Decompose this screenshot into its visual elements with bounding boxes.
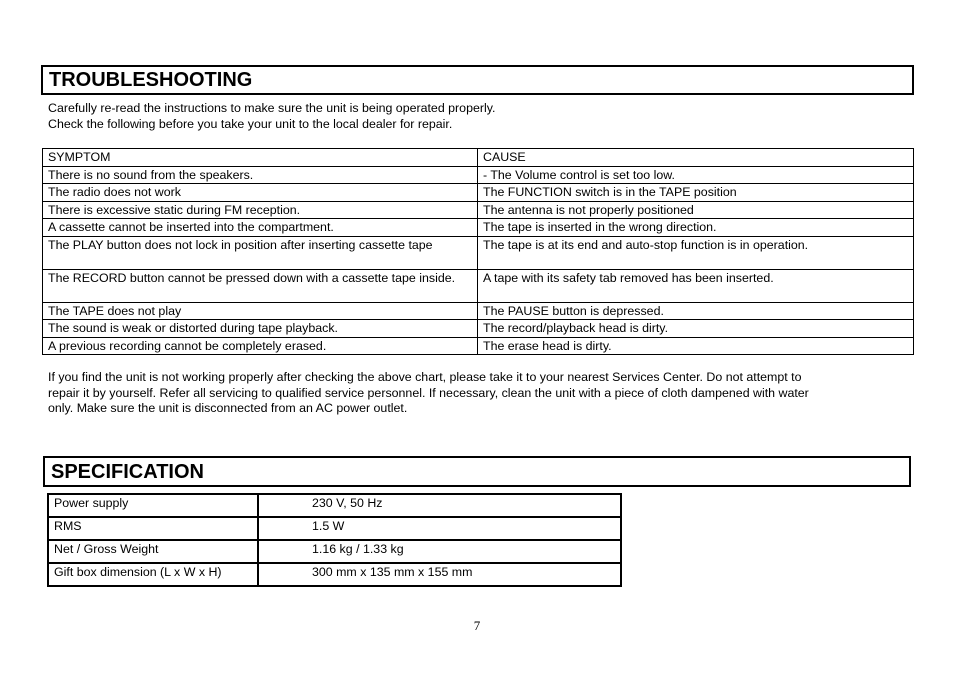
cause-cell: The FUNCTION switch is in the TAPE position [478,184,914,202]
table-row [43,166,914,184]
symptom-cell: The PLAY button does not lock in position after inserting cassette tape [43,236,478,269]
closing-line: If you find the unit is not working properly after checking the above chart, please take it to your nearest Services Center. Do not attempt to [48,370,802,384]
spec-row [48,517,621,540]
table-row [43,184,914,202]
closing-line: repair it by yourself. Refer all servicing to qualified service personnel. If necessary, clean the unit with a piece of cloth dampened with water [48,385,809,400]
table-row [43,320,914,338]
troubleshooting-title: TROUBLESHOOTING [49,69,253,91]
specification-table [47,493,622,587]
page-number: 7 [473,618,481,633]
specification-heading [43,456,911,487]
spec-value: 1.5 W [312,519,345,533]
spec-label: Power supply [54,496,129,510]
table-row [43,236,914,269]
symptom-cell: A previous recording cannot be completely erased. [43,337,478,355]
troubleshooting-table [42,148,914,355]
table-header-row [43,149,914,167]
spec-value: 1.16 kg / 1.33 kg [312,542,404,556]
spec-value: 300 mm x 135 mm x 155 mm [312,565,473,579]
symptom-cell: The radio does not work [43,184,478,202]
symptom-cell: A cassette cannot be inserted into the compartment. [43,219,478,237]
symptom-cell: There is no sound from the speakers. [43,166,478,184]
spec-label: Gift box dimension (L x W x H) [54,565,222,579]
table-row [43,269,914,302]
spec-row [48,563,621,586]
cause-cell: The tape is at its end and auto-stop function is in operation. [478,236,914,269]
closing-line: only. Make sure the unit is disconnected from an AC power outlet. [48,401,408,416]
cause-cell: The erase head is dirty. [478,337,914,355]
cause-cell: The tape is inserted in the wrong direction. [478,219,914,237]
cause-cell: The antenna is not properly positioned [478,201,914,219]
cause-cell: A tape with its safety tab removed has been inserted. [478,269,914,302]
spec-value: 230 V, 50 Hz [312,496,383,510]
cause-cell: - The Volume control is set too low. [478,166,914,184]
specification-title: SPECIFICATION [51,460,204,483]
spec-label: Net / Gross Weight [54,542,159,556]
troubleshooting-closing-paragraph [48,370,908,417]
spec-row [48,494,621,517]
intro-line: Check the following before you take your unit to the local dealer for repair. [48,116,453,131]
troubleshooting-heading [41,65,914,95]
table-row [43,337,914,355]
spec-row [48,540,621,563]
intro-line: Carefully re-read the instructions to make sure the unit is being operated properly. [48,101,496,115]
symptom-cell: The TAPE does not play [43,302,478,320]
cause-cell: The PAUSE button is depressed. [478,302,914,320]
symptom-header: SYMPTOM [43,149,478,167]
symptom-cell: The RECORD button cannot be pressed down with a cassette tape inside. [43,269,478,302]
spec-label: RMS [54,519,82,533]
cause-cell: The record/playback head is dirty. [478,320,914,338]
cause-header: CAUSE [478,149,914,167]
table-row [43,302,914,320]
table-row [43,201,914,219]
troubleshooting-intro [48,101,908,132]
symptom-cell: The sound is weak or distorted during tape playback. [43,320,478,338]
table-row [43,219,914,237]
symptom-cell: There is excessive static during FM reception. [43,201,478,219]
